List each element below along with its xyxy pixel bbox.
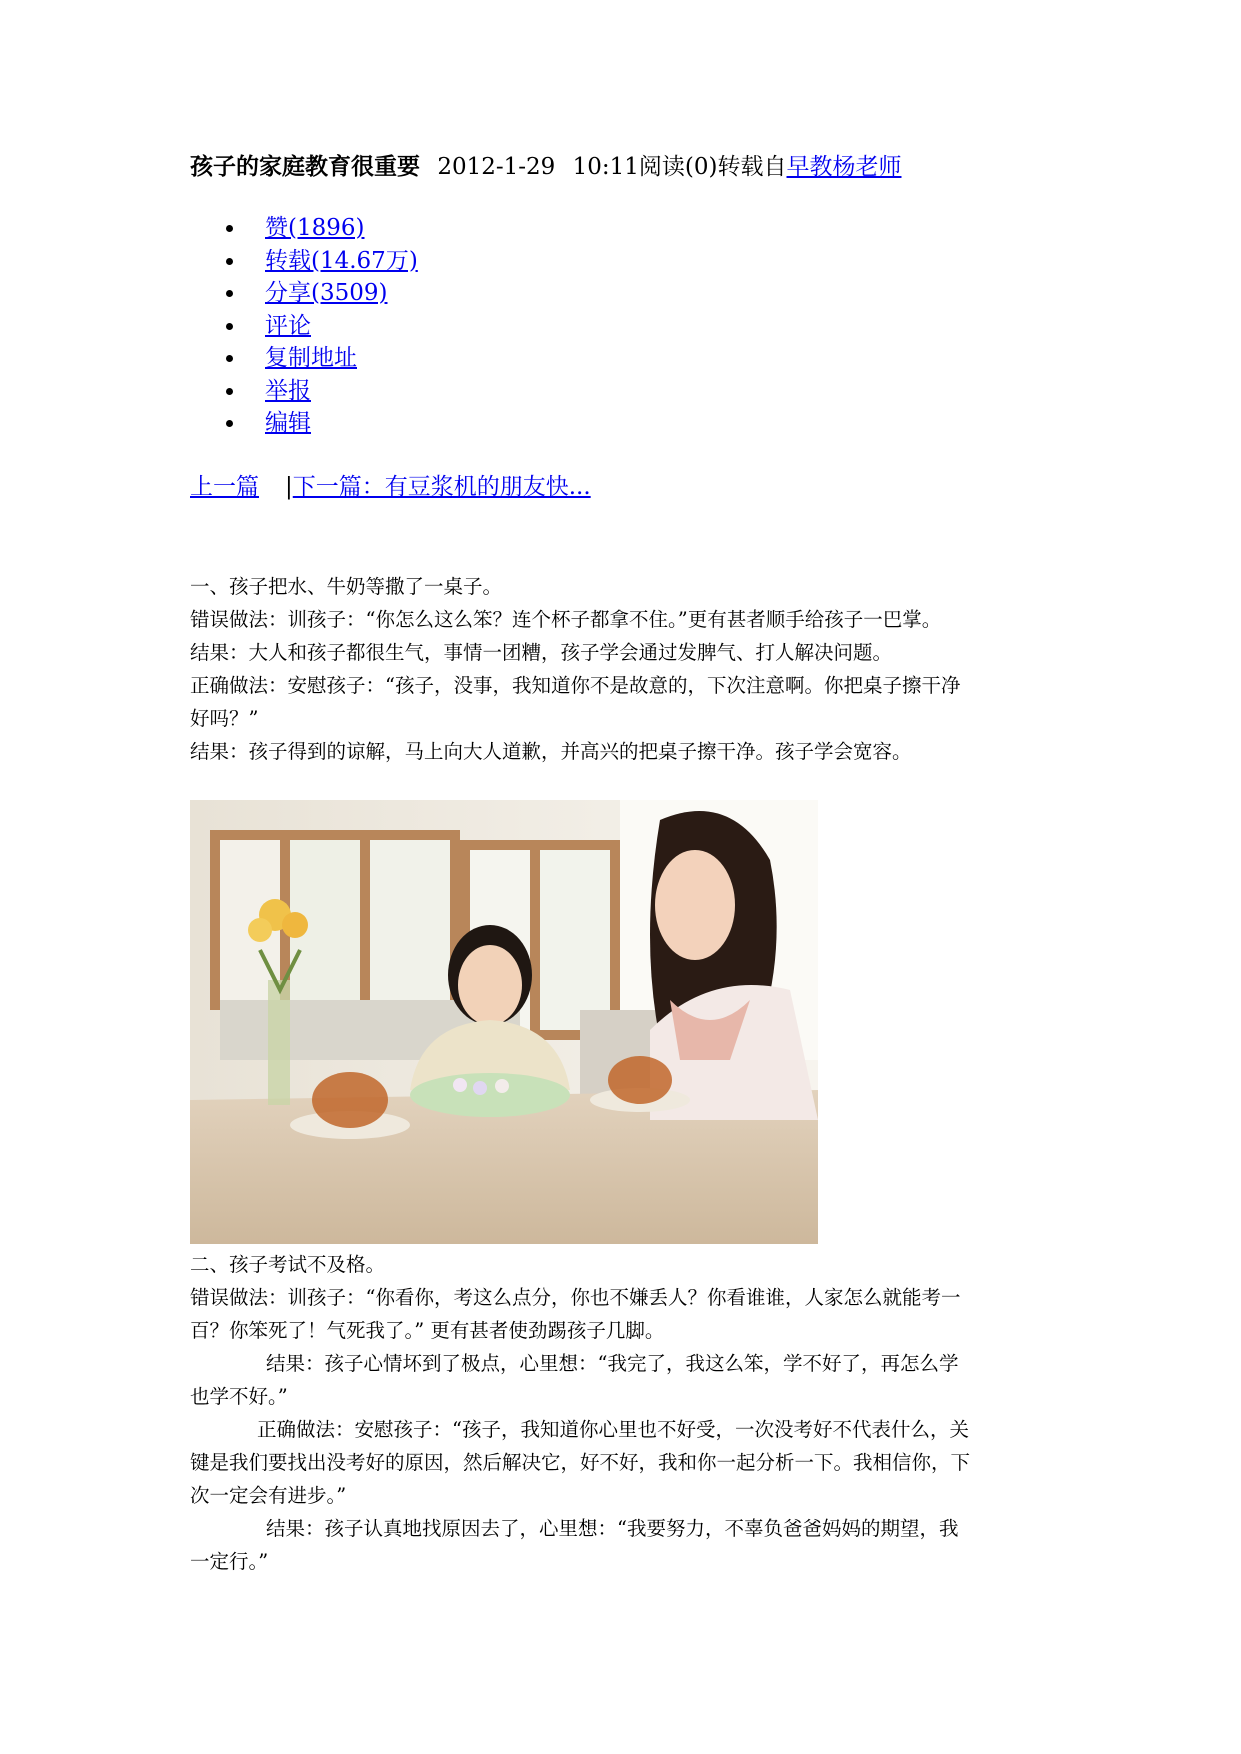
section2-result2-line1: 结果：孩子认真地找原因去了，心里想：“我要努力，不辜负爸爸妈妈的期望，我 — [266, 1517, 959, 1540]
bullet-icon — [226, 323, 233, 330]
section2-right-line1: 正确做法：安慰孩子：“孩子，我知道你心里也不好受，一次没考好不代表什么，关 — [257, 1418, 969, 1441]
post-date: 2012-1-29 — [437, 154, 556, 180]
bullet-icon — [226, 355, 233, 362]
edit-link[interactable]: 编辑 — [265, 410, 311, 436]
comment-link[interactable]: 评论 — [265, 312, 311, 339]
section2-right-line3: 次一定会有进步。” — [190, 1484, 347, 1507]
section2-right-line2: 键是我们要找出没考好的原因，然后解决它，好不好，我和你一起分析一下。我相信你，下 — [190, 1451, 971, 1474]
post-title: 孩子的家庭教育很重要 — [190, 153, 420, 180]
read-count: 阅读(0) — [638, 154, 718, 180]
next-post-link[interactable]: 下一篇：有豆浆机的朋友快... — [292, 474, 591, 500]
post-navigation — [190, 470, 591, 504]
bullet-icon — [226, 420, 233, 427]
bullet-icon — [226, 258, 233, 265]
action-item-edit — [190, 407, 418, 440]
section1-result2: 结果：孩子得到的谅解，马上向大人道歉，并高兴的把桌子擦干净。孩子学会宽容。 — [190, 740, 912, 763]
section1-right-line2: 好吗？” — [190, 707, 259, 730]
section2-wrong-line2: 百？你笨死了！气死我了。” 更有甚者使劲踢孩子几脚。 — [190, 1319, 665, 1342]
post-header — [190, 150, 902, 184]
photo-illustration — [190, 800, 818, 1244]
action-item-repost — [190, 245, 418, 278]
section2-heading: 二、孩子考试不及格。 — [190, 1253, 386, 1276]
section1-wrong: 错误做法：训孩子：“你怎么这么笨？连个杯子都拿不住。”更有甚者顺手给孩子一巴掌。 — [190, 608, 942, 631]
section1-heading: 一、孩子把水、牛奶等撒了一桌子。 — [190, 575, 503, 598]
section1-result1: 结果：大人和孩子都很生气，事情一团糟，孩子学会通过发脾气、打人解决问题。 — [190, 641, 893, 664]
prev-post-link[interactable]: 上一篇 — [190, 474, 259, 500]
section2-wrong-line1: 错误做法：训孩子：“你看你，考这么点分，你也不嫌丢人？你看谁谁，人家怎么就能考一 — [190, 1286, 961, 1309]
share-link[interactable]: 分享(3509) — [265, 280, 388, 306]
author-link[interactable]: 早教杨老师 — [786, 154, 902, 180]
nav-separator: | — [285, 474, 293, 500]
bullet-icon — [226, 225, 233, 232]
section2-result1-line2: 也学不好。” — [190, 1385, 288, 1408]
post-time: 10:11 — [572, 154, 639, 180]
section2-result1-line1: 结果：孩子心情坏到了极点，心里想：“我完了，我这么笨，学不好了，再怎么学 — [266, 1352, 959, 1375]
action-item-comment — [190, 310, 418, 343]
section2-result2-line2: 一定行。” — [190, 1550, 269, 1573]
bullet-icon — [226, 290, 233, 297]
report-link[interactable]: 举报 — [265, 377, 311, 404]
action-item-copy-url — [190, 342, 418, 375]
section1-right-line1: 正确做法：安慰孩子：“孩子，没事，我知道你不是故意的，下次注意啊。你把桌子擦干净 — [190, 674, 961, 697]
mother-daughter-photo — [190, 800, 818, 1244]
action-list — [190, 212, 418, 440]
copy-url-link[interactable]: 复制地址 — [265, 345, 357, 371]
repost-from-label: 转载自 — [717, 154, 787, 180]
like-link[interactable]: 赞(1896) — [265, 215, 365, 241]
action-item-report — [190, 375, 418, 408]
action-item-share — [190, 277, 418, 310]
repost-link[interactable]: 转载(14.67万) — [265, 247, 418, 274]
action-item-like — [190, 212, 418, 245]
bullet-icon — [226, 388, 233, 395]
